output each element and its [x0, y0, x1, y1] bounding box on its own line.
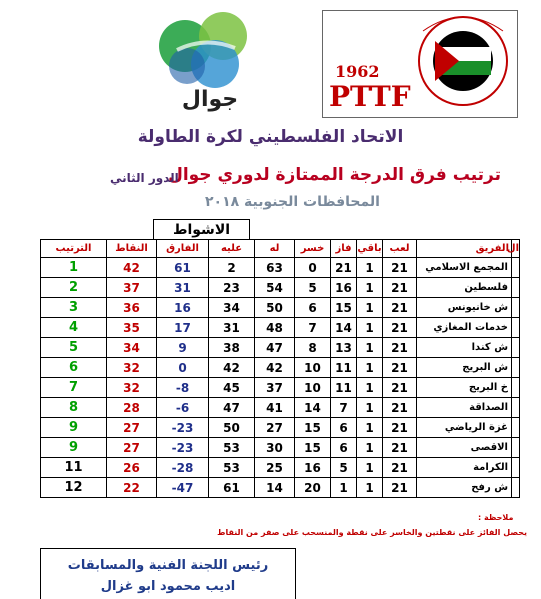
won-cell: 6	[331, 418, 357, 438]
lost-cell: 7	[295, 318, 331, 338]
pttf-logo	[322, 10, 518, 118]
remaining-cell: 1	[357, 438, 383, 458]
blank-cell	[512, 278, 520, 298]
col-header-diff: الفارق	[157, 240, 209, 258]
won-cell: 5	[331, 458, 357, 478]
lost-cell: 5	[295, 278, 331, 298]
for-cell: 14	[255, 478, 295, 498]
remaining-cell: 1	[357, 378, 383, 398]
blank-cell	[512, 378, 520, 398]
table-row	[41, 318, 520, 338]
points-cell: 34	[107, 338, 157, 358]
shwat-group-header: الاشواط	[153, 219, 250, 239]
table-row	[41, 358, 520, 378]
played-cell: 21	[383, 338, 417, 358]
won-cell: 7	[331, 398, 357, 418]
against-cell: 61	[209, 478, 255, 498]
diff-cell: 0	[157, 358, 209, 378]
rank-cell: 7	[41, 378, 107, 398]
for-cell: 30	[255, 438, 295, 458]
remaining-cell: 1	[357, 358, 383, 378]
won-cell: 11	[331, 378, 357, 398]
col-header-rank: الترتيب	[41, 240, 107, 258]
diff-cell: 23-	[157, 438, 209, 458]
points-cell: 42	[107, 258, 157, 278]
lost-cell: 15	[295, 418, 331, 438]
team-cell: ش البريج	[417, 358, 512, 378]
lost-cell: 0	[295, 258, 331, 278]
rank-cell: 11	[41, 458, 107, 478]
diff-cell: 23-	[157, 418, 209, 438]
lost-cell: 14	[295, 398, 331, 418]
points-cell: 37	[107, 278, 157, 298]
signature-box	[40, 548, 296, 599]
page-title: الاتحاد الفلسطيني لكرة الطاولة	[137, 127, 404, 147]
played-cell: 21	[383, 318, 417, 338]
table-row	[41, 338, 520, 358]
col-header-for: له	[255, 240, 295, 258]
won-cell: 1	[331, 478, 357, 498]
against-cell: 50	[209, 418, 255, 438]
col-header-remaining: باقي	[357, 240, 383, 258]
points-cell: 32	[107, 378, 157, 398]
table-row	[41, 438, 520, 458]
points-cell: 27	[107, 418, 157, 438]
diff-cell: 9	[157, 338, 209, 358]
jawwal-logo	[145, 6, 275, 114]
lost-cell: 10	[295, 358, 331, 378]
played-cell: 21	[383, 478, 417, 498]
against-cell: 53	[209, 458, 255, 478]
for-cell: 27	[255, 418, 295, 438]
blank-cell	[512, 398, 520, 418]
points-cell: 35	[107, 318, 157, 338]
against-cell: 31	[209, 318, 255, 338]
page-subtitle: ترتيب فرق الدرجة الممتازة لدوري جوال	[168, 165, 501, 185]
diff-cell: 17	[157, 318, 209, 338]
for-cell: 50	[255, 298, 295, 318]
region-label: المحافظات الجنوبية ٢٠١٨	[205, 194, 380, 210]
diff-cell: 8-	[157, 378, 209, 398]
against-cell: 38	[209, 338, 255, 358]
col-header-points: النقاط	[107, 240, 157, 258]
against-cell: 45	[209, 378, 255, 398]
table-row	[41, 478, 520, 498]
won-cell: 14	[331, 318, 357, 338]
against-cell: 23	[209, 278, 255, 298]
team-cell: المجمع الاسلامي	[417, 258, 512, 278]
played-cell: 21	[383, 278, 417, 298]
diff-cell: 6-	[157, 398, 209, 418]
table-row	[41, 398, 520, 418]
lost-cell: 20	[295, 478, 331, 498]
team-cell: فلسطين	[417, 278, 512, 298]
col-header-won: فاز	[331, 240, 357, 258]
remaining-cell: 1	[357, 418, 383, 438]
played-cell: 21	[383, 438, 417, 458]
for-cell: 41	[255, 398, 295, 418]
won-cell: 15	[331, 298, 357, 318]
col-header-team: الفريق	[417, 240, 512, 258]
team-cell: ش كندا	[417, 338, 512, 358]
signature-name: اديب محمود ابو غزال	[100, 579, 236, 594]
diff-cell: 61	[157, 258, 209, 278]
rank-cell: 12	[41, 478, 107, 498]
pttf-text: PTTF	[329, 80, 411, 113]
remaining-cell: 1	[357, 278, 383, 298]
rank-cell: 9	[41, 418, 107, 438]
lost-cell: 8	[295, 338, 331, 358]
rank-cell: 4	[41, 318, 107, 338]
for-cell: 63	[255, 258, 295, 278]
won-cell: 21	[331, 258, 357, 278]
blank-cell	[512, 338, 520, 358]
remaining-cell: 1	[357, 298, 383, 318]
lost-cell: 6	[295, 298, 331, 318]
for-cell: 37	[255, 378, 295, 398]
round-label: الدور الثاني	[110, 171, 179, 185]
col-header-against: عليه	[209, 240, 255, 258]
table-row	[41, 278, 520, 298]
col-header-played: لعب	[383, 240, 417, 258]
played-cell: 21	[383, 398, 417, 418]
played-cell: 21	[383, 298, 417, 318]
for-cell: 47	[255, 338, 295, 358]
table-row	[41, 418, 520, 438]
note-title: ملاحظة :	[478, 513, 514, 522]
blank-cell	[512, 358, 520, 378]
remaining-cell: 1	[357, 478, 383, 498]
team-cell: خ البريج	[417, 378, 512, 398]
rank-cell: 9	[41, 438, 107, 458]
remaining-cell: 1	[357, 258, 383, 278]
col-header: ال	[512, 240, 520, 258]
against-cell: 34	[209, 298, 255, 318]
diff-cell: 16	[157, 298, 209, 318]
diff-cell: 47-	[157, 478, 209, 498]
rank-cell: 6	[41, 358, 107, 378]
against-cell: 2	[209, 258, 255, 278]
played-cell: 21	[383, 358, 417, 378]
lost-cell: 16	[295, 458, 331, 478]
team-cell: الاقصى	[417, 438, 512, 458]
table-row	[41, 458, 520, 478]
won-cell: 6	[331, 438, 357, 458]
team-cell: الصداقة	[417, 398, 512, 418]
table-row	[41, 378, 520, 398]
against-cell: 53	[209, 438, 255, 458]
signature-title: رئيس اللجنة الفنية والمسابقات	[67, 558, 269, 573]
blank-cell	[512, 298, 520, 318]
col-header-lost: خسر	[295, 240, 331, 258]
lost-cell: 10	[295, 378, 331, 398]
standings-table	[40, 239, 520, 498]
for-cell: 48	[255, 318, 295, 338]
diff-cell: 31	[157, 278, 209, 298]
against-cell: 42	[209, 358, 255, 378]
blank-cell	[512, 458, 520, 478]
rank-cell: 2	[41, 278, 107, 298]
rank-cell: 3	[41, 298, 107, 318]
played-cell: 21	[383, 378, 417, 398]
jawwal-logo-text: جوال	[181, 87, 239, 112]
points-cell: 27	[107, 438, 157, 458]
team-cell: خدمات المغازي	[417, 318, 512, 338]
team-cell: ش رفح	[417, 478, 512, 498]
against-cell: 47	[209, 398, 255, 418]
for-cell: 42	[255, 358, 295, 378]
won-cell: 11	[331, 358, 357, 378]
played-cell: 21	[383, 458, 417, 478]
blank-cell	[512, 418, 520, 438]
note-text: يحصل الفائز على نقطتين والخاسر على نقطة والمنسحب على صفر من النقاط	[217, 528, 527, 537]
points-cell: 32	[107, 358, 157, 378]
blank-cell	[512, 478, 520, 498]
for-cell: 25	[255, 458, 295, 478]
points-cell: 28	[107, 398, 157, 418]
rank-cell: 5	[41, 338, 107, 358]
played-cell: 21	[383, 258, 417, 278]
team-cell: الكرامة	[417, 458, 512, 478]
blank-cell	[512, 438, 520, 458]
played-cell: 21	[383, 418, 417, 438]
points-cell: 22	[107, 478, 157, 498]
team-cell: ش خانيونس	[417, 298, 512, 318]
remaining-cell: 1	[357, 458, 383, 478]
remaining-cell: 1	[357, 338, 383, 358]
won-cell: 16	[331, 278, 357, 298]
remaining-cell: 1	[357, 398, 383, 418]
table-row	[41, 258, 520, 278]
team-cell: غزة الرياضي	[417, 418, 512, 438]
for-cell: 54	[255, 278, 295, 298]
pttf-year: 1962	[335, 62, 380, 81]
rank-cell: 1	[41, 258, 107, 278]
table-header-row	[41, 240, 520, 258]
blank-cell	[512, 258, 520, 278]
points-cell: 26	[107, 458, 157, 478]
rank-cell: 8	[41, 398, 107, 418]
table-row	[41, 298, 520, 318]
diff-cell: 28-	[157, 458, 209, 478]
points-cell: 36	[107, 298, 157, 318]
won-cell: 13	[331, 338, 357, 358]
remaining-cell: 1	[357, 318, 383, 338]
blank-cell	[512, 318, 520, 338]
lost-cell: 15	[295, 438, 331, 458]
